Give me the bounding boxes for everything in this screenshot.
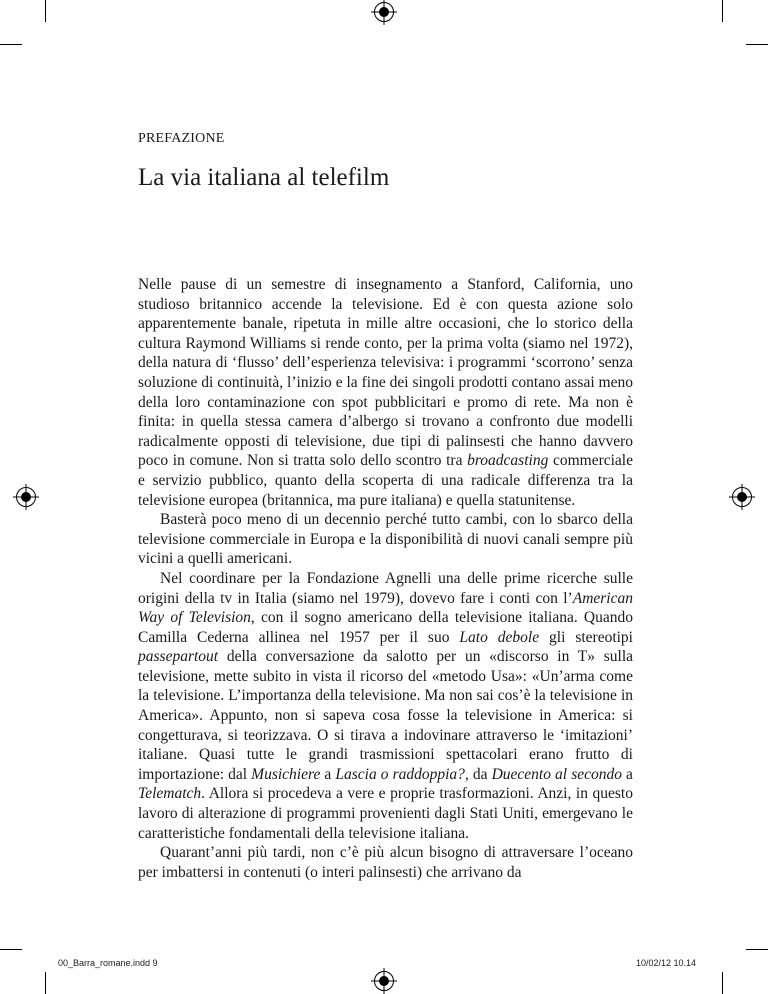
file-slug: 00_Barra_romane.indd 9 — [58, 958, 158, 968]
crop-mark-top-right-v — [722, 0, 723, 22]
registration-mark-bottom-icon — [374, 971, 394, 991]
page-title: La via italiana al telefilm — [138, 164, 390, 191]
registration-mark-right-icon — [732, 487, 752, 507]
registration-mark-left-icon — [16, 487, 36, 507]
body-text — [138, 275, 633, 882]
crop-mark-bottom-right-h — [746, 949, 768, 950]
crop-mark-top-left-h — [0, 44, 22, 45]
paragraph-4: Quarant’anni più tardi, non c’è più alcun bisogno di attraversare l’oceano per imbattersi in contenuti (o interi palinsesti) che arrivano da — [138, 844, 633, 881]
registration-mark-top-icon — [374, 2, 394, 22]
crop-mark-bottom-left-h — [0, 949, 22, 950]
paragraph-2: Basterà poco meno di un decennio perché tutto cambi, con lo sbarco della televisione commerciale in Europa e la disponibilità di nuovi canali sempre più vicini a quelli americani. — [138, 511, 633, 568]
paragraph-3: Nel coordinare per la Fondazione Agnelli una delle prime ricerche sulle origini della tv in Italia (siamo nel 1979), dovevo fare i conti con l’American Way of Television, con il sogno americano della televisione italiana. Quando Camilla Cederna allinea nel 1957 per il suo Lato debole gli stereotipi passepartout della conversazione da salotto per un «discorso in T» sulla televisione, mette subito in vista il ricorso del «metodo Usa»: «Un’arma come la televisione. L’importanza della televisione. Ma non sai cos’è la televisione in America». Appunto, non si sapeva cosa fosse la televisione in America: si congetturava, si teorizzava. O si tirava a indovinare attraverso le ‘imitazioni’ italiane. Quasi tutte le grandi trasmissioni spettacolari erano frutto di importazione: dal Musichiere a Lascia o raddoppia?, da Duecento al secondo a Telematch. Allora si procedeva a vere e proprie trasformazioni. Anzi, in questo lavoro di alterazione di programmi provenienti dagli Stati Uniti, emergevano le caratteristiche fondamentali della televisione italiana. — [138, 569, 633, 842]
section-label: PREFAZIONE — [138, 131, 225, 146]
paragraph-1: Nelle pause di un semestre di insegnamento a Stanford, California, uno studioso britannico accende la televisione. Ed è con questa azione solo apparentemente banale, ripetuta in mille altre occasioni, che lo storico della cultura Raymond Williams si rende conto, per la prima volta (siamo nel 1972), della natura di ‘flusso’ dell’esperienza televisiva: i programmi ‘scorrono’ senza soluzione di continuità, l’inizio e la fine dei singoli prodotti contano assai meno della loro contaminazione con spot pubblicitari e promo di rete. Ma non è finita: in quella stessa camera d’albergo si trovano a confronto due modelli radicalmente opposti di televisione, due tipi di palinsesti che hanno davvero poco in comune. Non si tratta solo dello scontro tra broadcasting commerciale e servizio pubblico, quanto della scoperta di una radicale differenza tra la televisione europea (britannica, ma pure italiana) e quella statunitense. — [138, 276, 633, 509]
date-stamp: 10/02/12 10.14 — [636, 958, 697, 968]
crop-mark-bottom-right-v — [722, 972, 723, 994]
crop-mark-bottom-left-v — [45, 972, 46, 994]
crop-mark-top-left-v — [45, 0, 46, 22]
crop-mark-top-right-h — [746, 44, 768, 45]
